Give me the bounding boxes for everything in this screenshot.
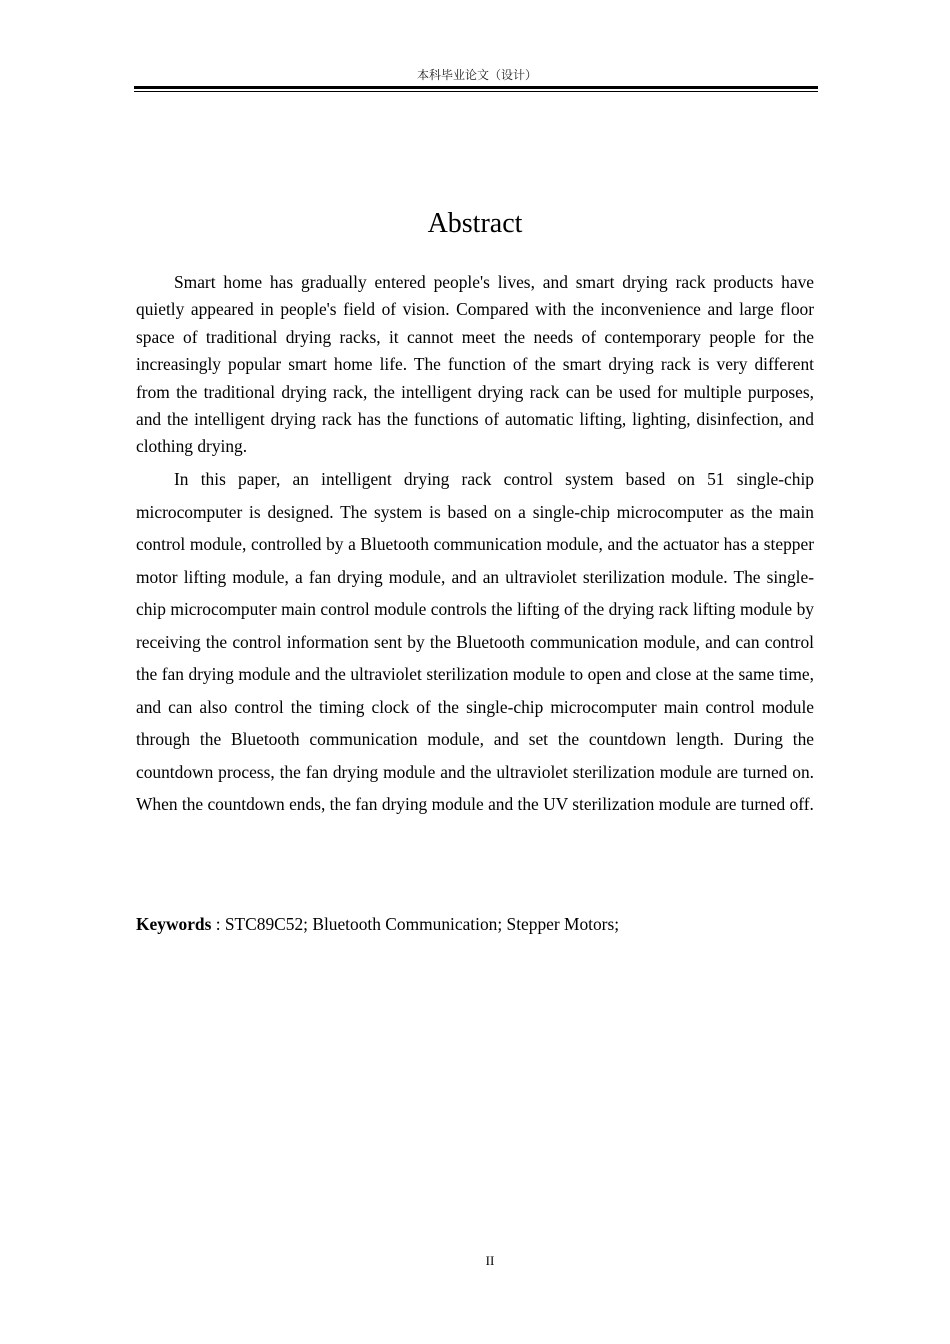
abstract-paragraph-1: Smart home has gradually entered people's lives, and smart drying rack products have quietly appeared in people's field of vision. Compared with the inconvenience and large floor space of traditional drying racks, it cannot meet the needs of contemporary people for the increasingly popular smart home life. The function of the smart drying rack is very different from the traditional drying rack, the intelligent drying rack can be used for multiple purposes, and the intelligent drying rack has the functions of automatic lifting, lighting, disinfection, and clothing drying. [136, 272, 814, 457]
keywords-label: Keywords [136, 914, 212, 934]
running-header: 本科毕业论文（设计） [416, 68, 537, 82]
page-number: II [485, 1253, 495, 1268]
abstract-title: Abstract [427, 208, 523, 239]
header-rule-secondary [134, 91, 818, 92]
abstract-paragraph-2: In this paper, an intelligent drying rack control system based on 51 single-chip microcomputer is designed. The system is based on a single-chip microcomputer as the main control module, controlled by a Bluetooth communication module, and the actuator has a stepper motor lifting module, a fan drying module, and an ultraviolet sterilization module. The single-chip microcomputer main control module controls the lifting of the drying rack lifting module by receiving the control information sent by the Bluetooth communication module, and can control the fan drying module and the ultraviolet sterilization module to open and close at the same time, and can also control the timing clock of the single-chip microcomputer main control module through the Bluetooth communication module, and set the countdown length. During the countdown process, the fan drying module and the ultraviolet sterilization module are turned on. When the countdown ends, the fan drying module and the UV sterilization module are turned off. [136, 469, 814, 814]
keywords-line [136, 911, 814, 938]
keywords-value: : STC89C52; Bluetooth Communication; Stepper Motors; [211, 914, 620, 934]
header-rule [134, 86, 818, 89]
